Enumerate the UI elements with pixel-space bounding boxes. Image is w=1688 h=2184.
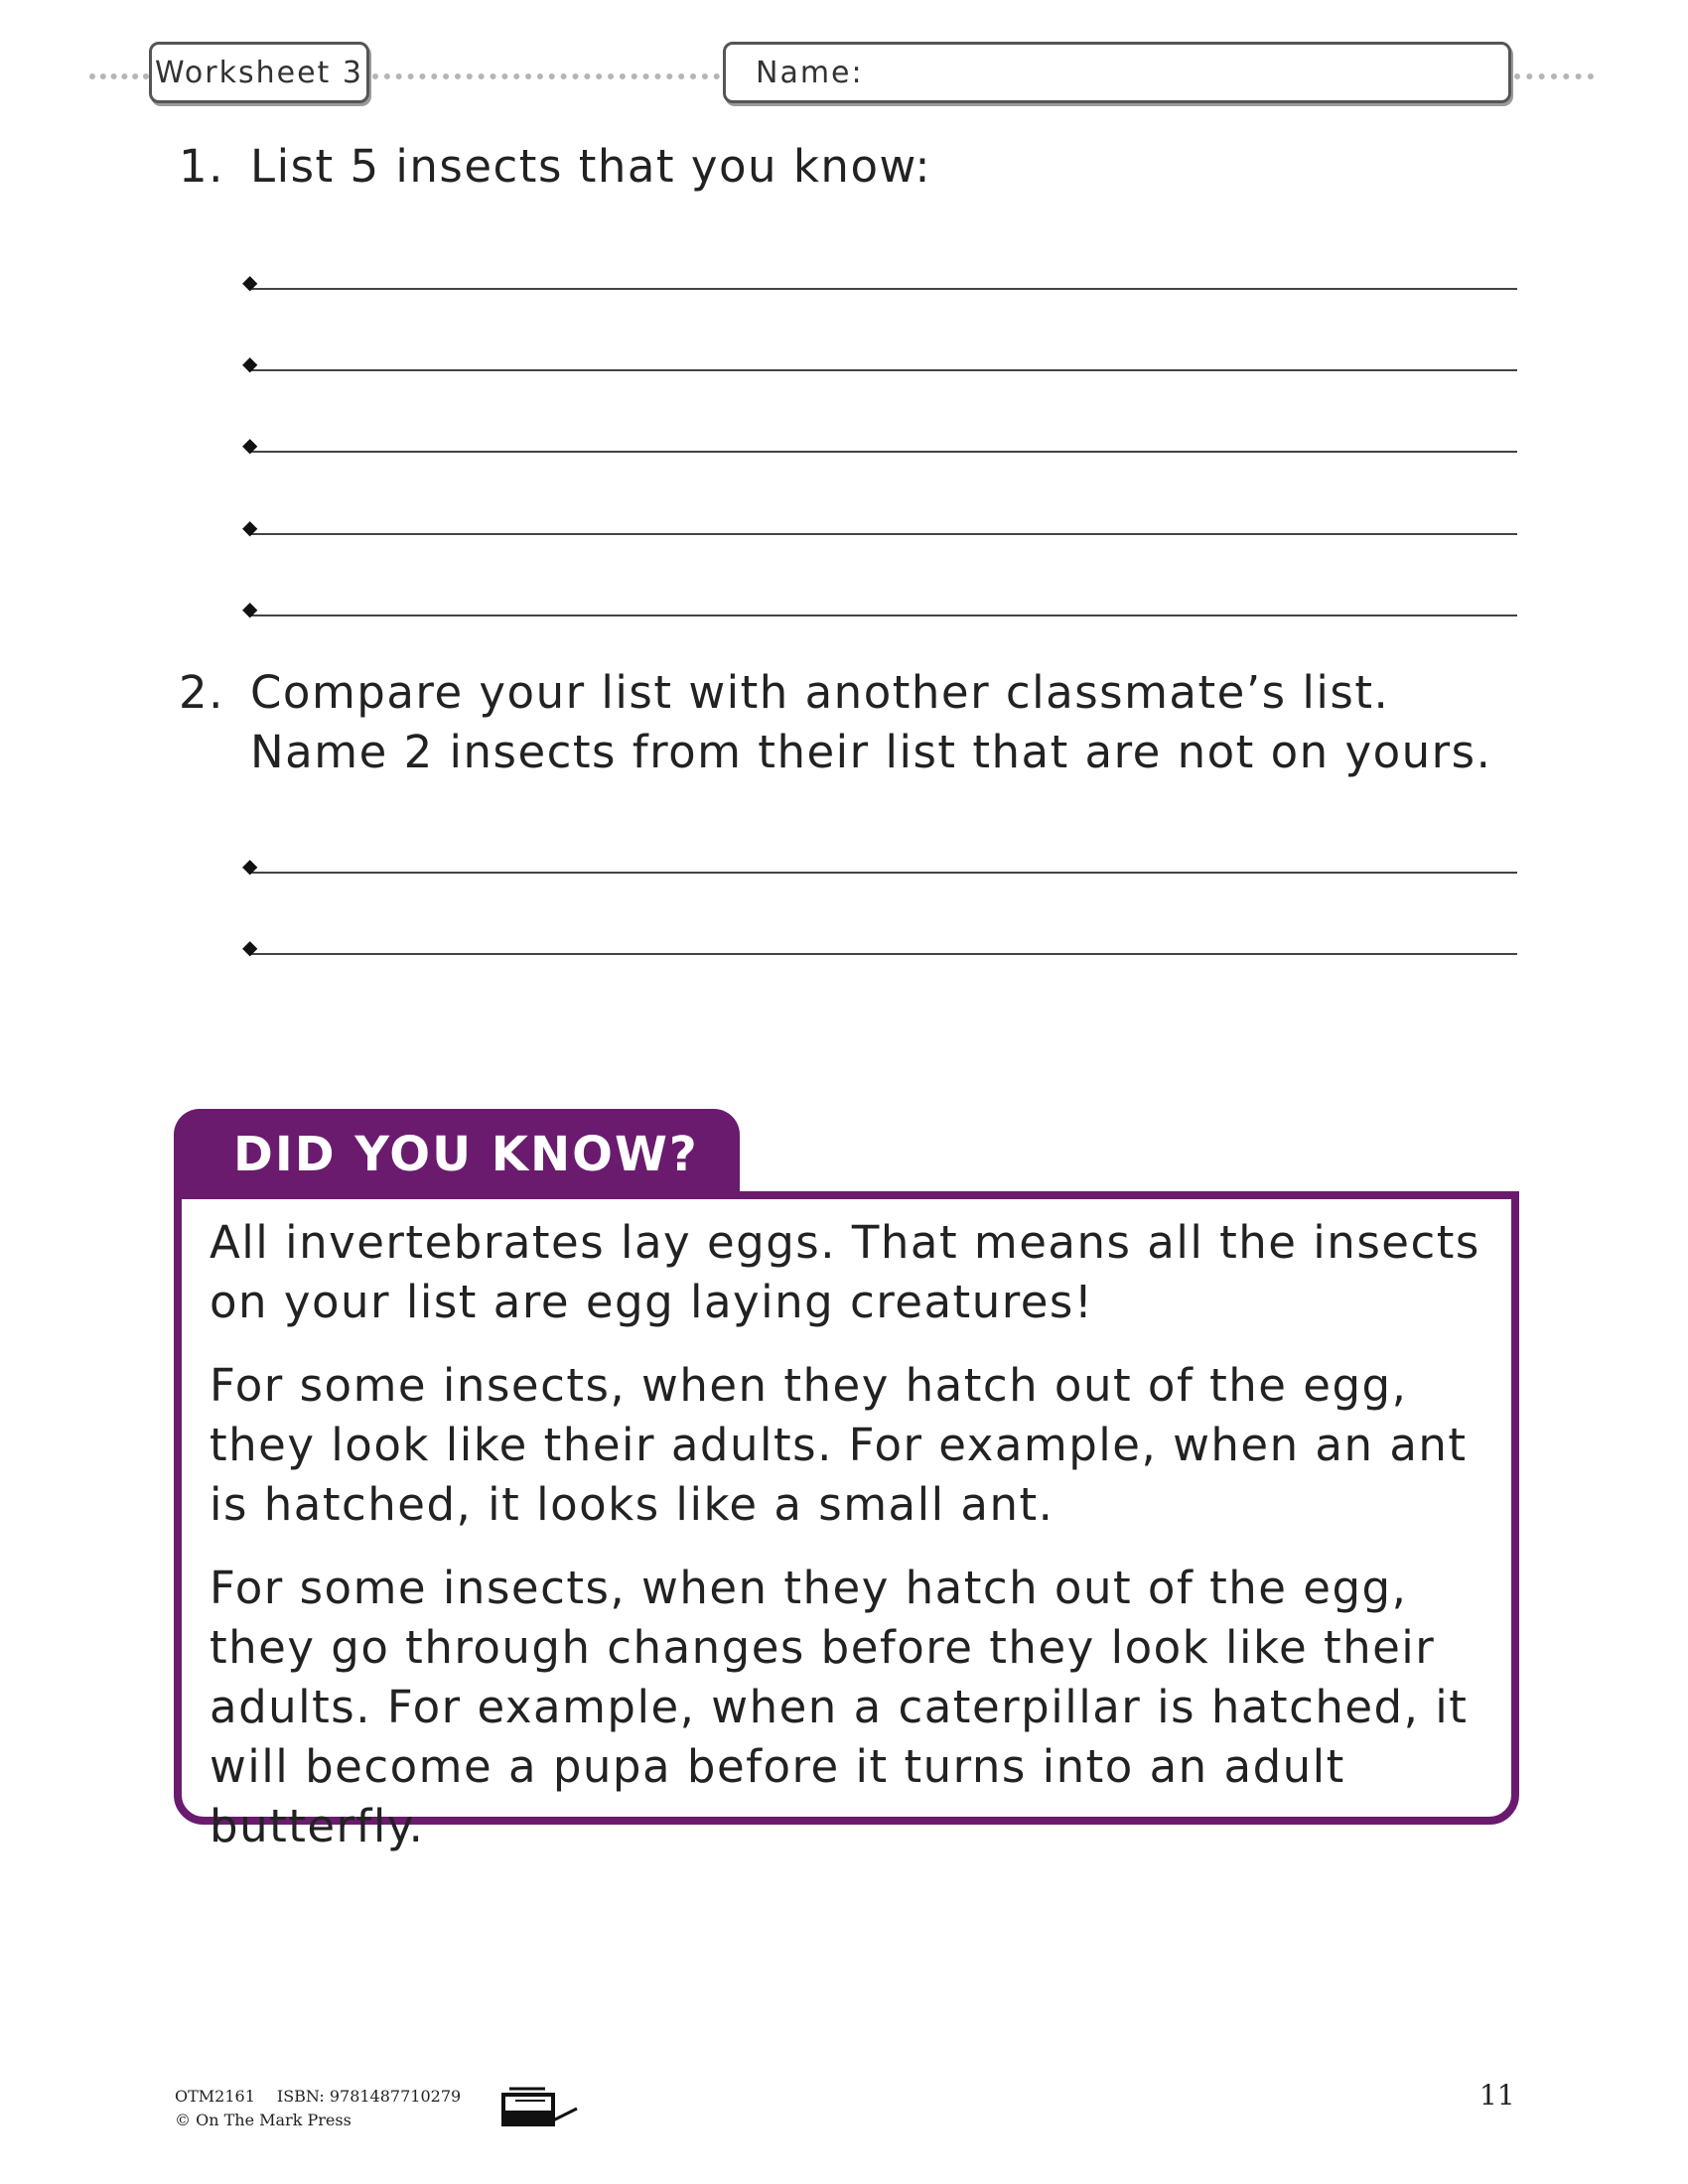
- worksheet-label: Worksheet 3: [155, 55, 363, 90]
- header-dotted-rule-left: [89, 73, 149, 79]
- isbn: ISBN: 9781487710279: [276, 2087, 462, 2106]
- diamond-bullet-icon: ◆: [242, 515, 258, 539]
- question-1: [179, 137, 1519, 197]
- header-dotted-rule-right: [1514, 73, 1594, 79]
- did-you-know-tab: [174, 1109, 740, 1198]
- did-you-know-box: [174, 1191, 1519, 1852]
- question-text: List 5 insects that you know:: [250, 140, 931, 193]
- did-you-know-paragraph-2: For some insects, when they hatch out of the egg, they look like their adults. For example, when an ant is hatched, it looks like a small ant.: [210, 1359, 1468, 1531]
- diamond-bullet-icon: ◆: [242, 351, 258, 375]
- diamond-bullet-icon: ◆: [242, 270, 258, 294]
- page-number: 11: [1479, 2079, 1515, 2112]
- question-text: Compare your list with another classmate’s list. Name 2 insects from their list that are not on yours.: [250, 666, 1492, 778]
- worksheet-label-box: [149, 42, 369, 103]
- header-dotted-rule-middle: [372, 73, 720, 79]
- printer-icon: [501, 2085, 581, 2128]
- did-you-know-paragraph-1: All invertebrates lay eggs. That means all the insects on your list are egg laying creatures!: [210, 1216, 1480, 1328]
- footer-info: [175, 2085, 461, 2132]
- diamond-bullet-icon: ◆: [242, 433, 258, 457]
- diamond-bullet-icon: ◆: [242, 854, 258, 878]
- answer-line-1-4[interactable]: [242, 515, 1517, 539]
- diamond-bullet-icon: ◆: [242, 935, 258, 959]
- product-code: OTM2161: [175, 2087, 255, 2106]
- answer-line-1-2[interactable]: [242, 351, 1517, 375]
- did-you-know-paragraph-3: For some insects, when they hatch out of the egg, they go through changes before they look like their adults. For example, when a caterpillar is hatched, it will become a pupa before it turns into an adult butterfly.: [210, 1562, 1469, 1852]
- answer-line-1-5[interactable]: [242, 597, 1517, 620]
- name-field-box[interactable]: [723, 42, 1511, 103]
- name-label: Name:: [756, 55, 864, 90]
- question-number: 2.: [179, 666, 224, 719]
- did-you-know-title: DID YOU KNOW?: [233, 1127, 699, 1182]
- answer-line-1-1[interactable]: [242, 270, 1517, 294]
- answer-line-2-2[interactable]: [242, 935, 1517, 959]
- question-2: [179, 663, 1519, 782]
- diamond-bullet-icon: ◆: [242, 597, 258, 620]
- answer-line-2-1[interactable]: [242, 854, 1517, 878]
- question-number: 1.: [179, 140, 224, 193]
- answer-line-1-3[interactable]: [242, 433, 1517, 457]
- did-you-know-body: [210, 1213, 1490, 1880]
- publisher: © On The Mark Press: [175, 2111, 352, 2129]
